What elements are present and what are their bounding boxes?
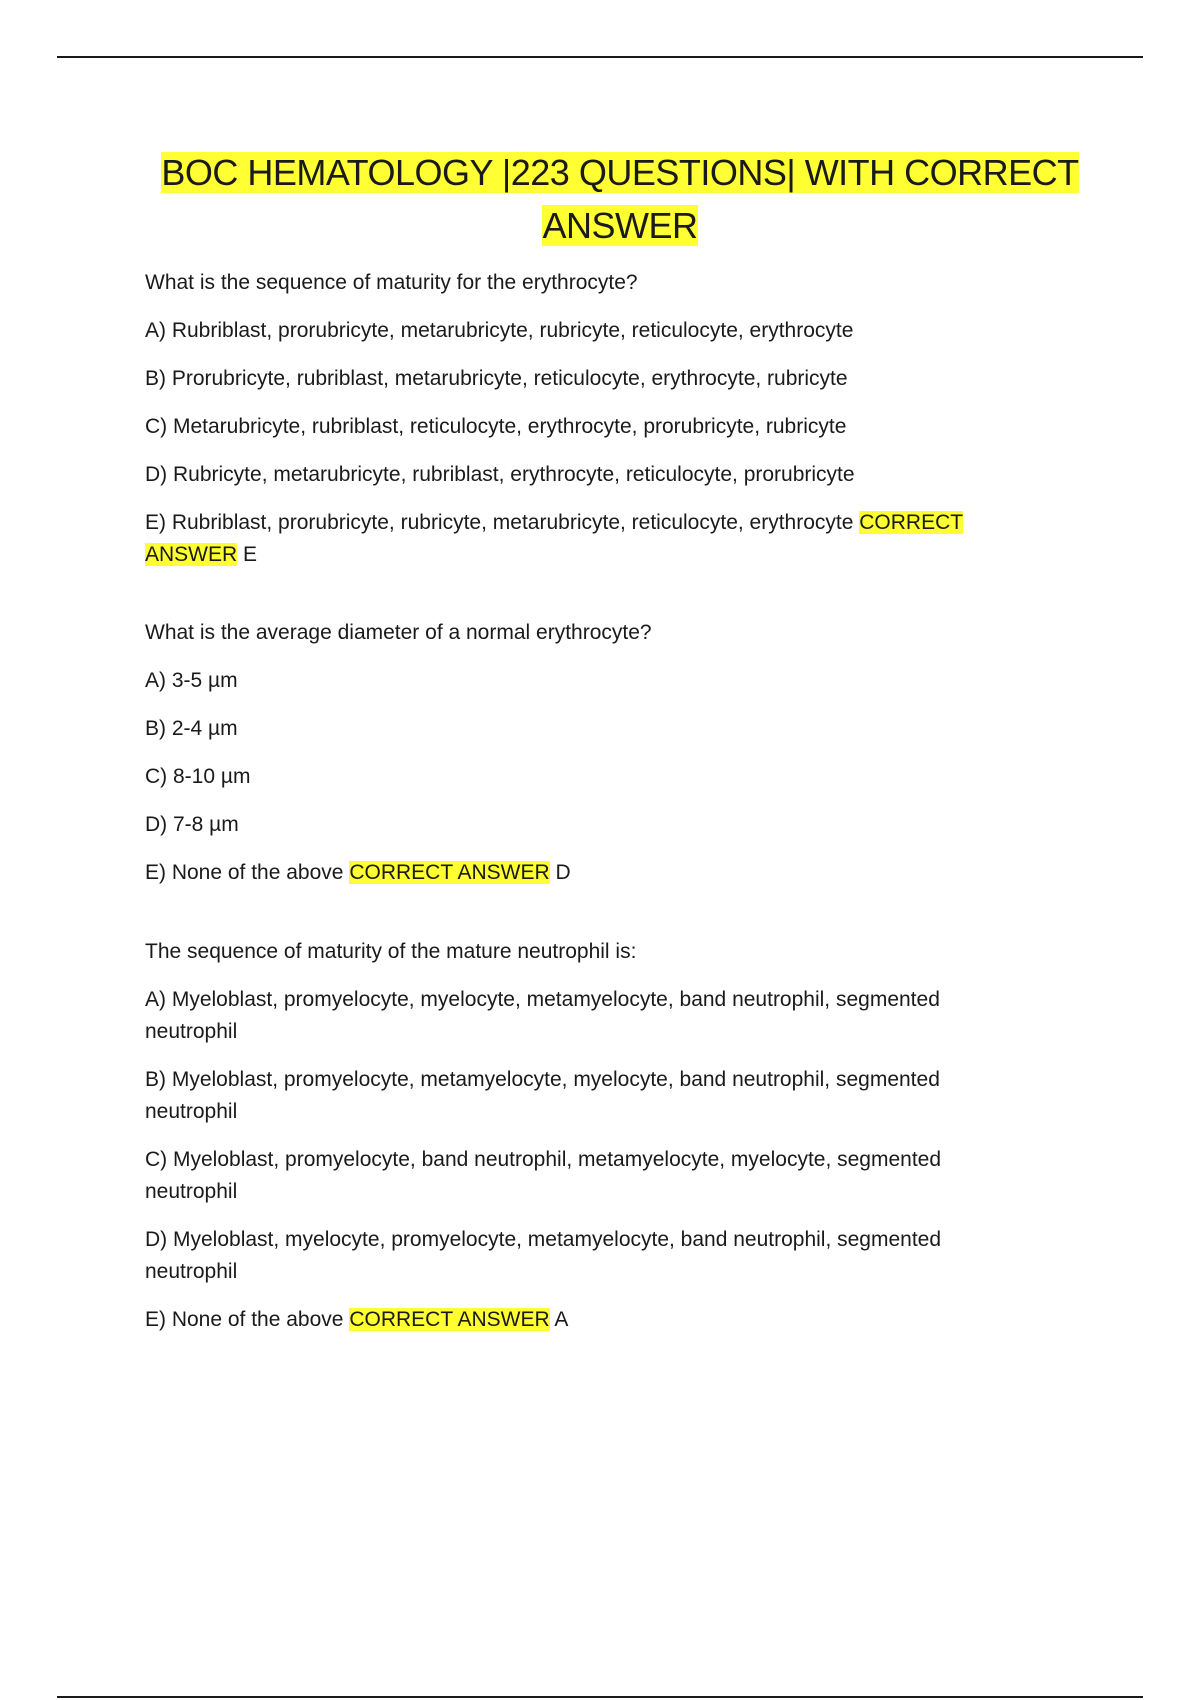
question-3-option-c: C) Myeloblast, promyelocyte, band neutrophil, metamyelocyte, myelocyte, segmented neutrophil — [145, 1148, 942, 1203]
question-2-option-e — [145, 857, 1025, 889]
question-2-option-e-text: E) None of the above — [145, 861, 344, 884]
question-3-option-e-text: E) None of the above — [145, 1308, 344, 1331]
question-1-answer-label-2: ANSWER — [145, 543, 238, 566]
question-1-option-e — [145, 507, 1025, 571]
question-list — [145, 267, 1025, 1352]
question-2-answer: D — [555, 861, 571, 884]
top-rule — [57, 56, 1143, 58]
question-3-answer-label: CORRECT ANSWER — [349, 1308, 550, 1331]
question-3-prompt: The sequence of maturity of the mature neutrophil is: — [145, 940, 637, 963]
question-2-option-d: D) 7-8 µm — [145, 813, 239, 836]
question-1-answer-label-1: CORRECT — [859, 511, 964, 534]
question-3-answer: A — [554, 1308, 569, 1331]
question-3 — [145, 936, 1025, 1336]
question-2 — [145, 617, 1025, 889]
question-1-option-e-text: E) Rubriblast, prorubricyte, rubricyte, metarubricyte, reticulocyte, erythrocyte — [145, 511, 854, 534]
question-3-option-a: A) Myeloblast, promyelocyte, myelocyte, metamyelocyte, band neutrophil, segmented neutrophil — [145, 988, 940, 1043]
question-1-option-d: D) Rubricyte, metarubricyte, rubriblast, erythrocyte, reticulocyte, prorubricyte — [145, 463, 855, 486]
question-1-answer: E — [243, 543, 258, 566]
question-1-option-b: B) Prorubricyte, rubriblast, metarubricyte, reticulocyte, erythrocyte, rubricyte — [145, 367, 848, 390]
title-line-1: BOC HEMATOLOGY |223 QUESTIONS| WITH CORRECT — [161, 152, 1079, 193]
question-2-option-b: B) 2-4 µm — [145, 717, 238, 740]
document-title — [140, 146, 1100, 252]
question-3-option-e — [145, 1304, 1025, 1336]
question-1 — [145, 267, 1025, 571]
question-3-option-d: D) Myeloblast, myelocyte, promyelocyte, metamyelocyte, band neutrophil, segmented neutrophil — [145, 1228, 942, 1283]
question-2-answer-label: CORRECT ANSWER — [349, 861, 550, 884]
question-2-option-c: C) 8-10 µm — [145, 765, 251, 788]
question-3-option-b: B) Myeloblast, promyelocyte, metamyelocyte, myelocyte, band neutrophil, segmented neutrophil — [145, 1068, 940, 1123]
question-2-option-a: A) 3-5 µm — [145, 669, 238, 692]
bottom-rule — [57, 1696, 1143, 1698]
question-1-option-a: A) Rubriblast, prorubricyte, metarubricyte, rubricyte, reticulocyte, erythrocyte — [145, 319, 854, 342]
question-2-prompt: What is the average diameter of a normal erythrocyte? — [145, 621, 652, 644]
title-line-2: ANSWER — [542, 205, 698, 246]
question-1-prompt: What is the sequence of maturity for the erythrocyte? — [145, 271, 638, 294]
question-1-option-c: C) Metarubricyte, rubriblast, reticulocyte, erythrocyte, prorubricyte, rubricyte — [145, 415, 847, 438]
